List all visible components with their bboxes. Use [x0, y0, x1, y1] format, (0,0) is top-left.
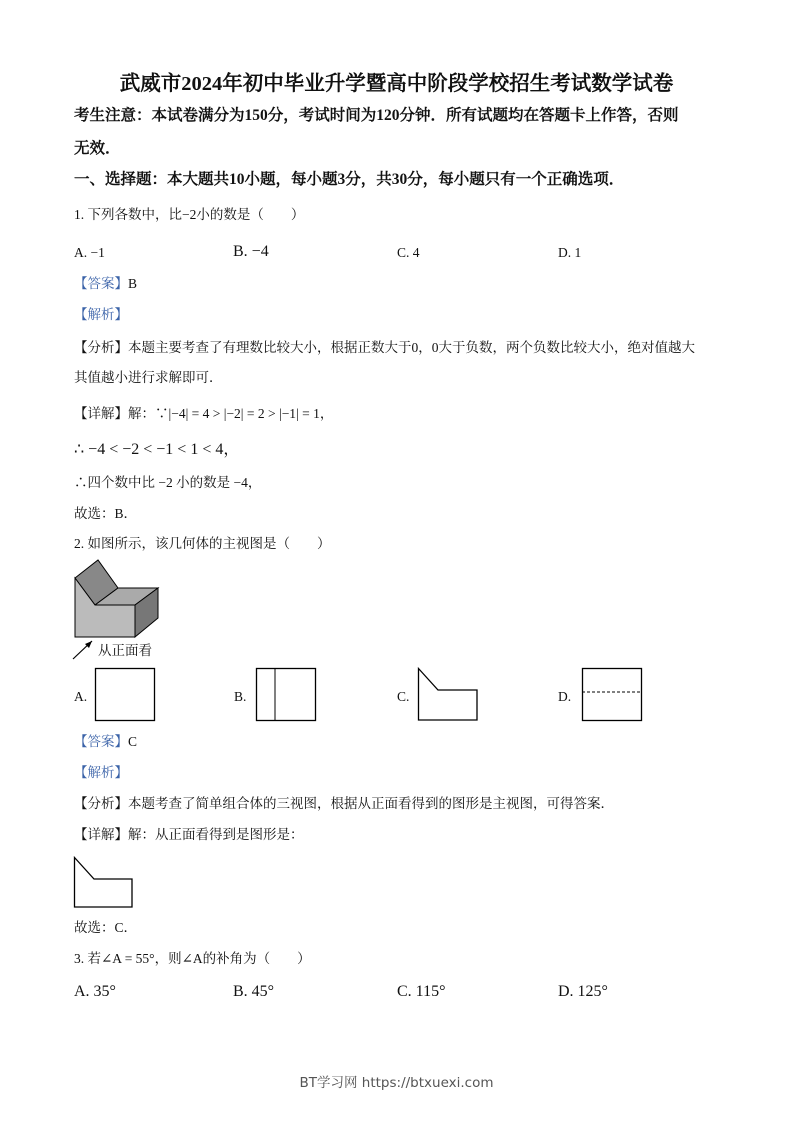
q2-option-c-label: C. [397, 689, 410, 704]
fenxi-text: 本题主要考查了有理数比较大小，根据正数大于0，0大于负数，两个负数比较大小，绝对值越大 [128, 340, 695, 355]
q1-analysis-tag: 【解析】 [74, 307, 128, 322]
q1-xiangjie [74, 405, 333, 423]
q2-conclusion: 故选：C． [74, 920, 138, 935]
q2-stem: 2. 如图所示，该几何体的主视图是（ ） [74, 536, 331, 551]
q2-fenxi [74, 795, 614, 813]
footer-watermark: BT学习网 https://btxuexi.com [299, 1075, 494, 1091]
arrow-icon [73, 641, 92, 659]
answer-value: B [128, 276, 138, 291]
q3-stem: 3. 若∠A = 55°，则∠A的补角为（ ） [74, 951, 311, 966]
q2-option-d-figure [582, 668, 642, 721]
q1-step-2: ∴四个数中比 −2 小的数是 −4， [74, 475, 262, 490]
q1-answer [74, 275, 137, 293]
q1-fenxi-cont: 其值越小进行求解即可． [74, 370, 223, 385]
xiangjie-tag: 【详解】 [74, 827, 128, 842]
section-heading: 一、选择题：本大题共10小题，每小题3分，共30分，每小题只有一个正确选项． [74, 171, 625, 188]
xiangjie-text: 解：∵|−4| = 4 > |−2| = 2 > |−1| = 1， [128, 406, 334, 421]
fenxi-tag: 【分析】 [74, 340, 128, 355]
answer-value: C [128, 734, 138, 749]
q1-option-d: D. 1 [558, 245, 582, 260]
xiangjie-text: 解：从正面看得到是图形是： [128, 827, 304, 842]
q3-option-b: B. 45° [233, 983, 275, 1000]
fenxi-tag: 【分析】 [74, 796, 128, 811]
q1-option-a: A. −1 [74, 245, 105, 260]
q2-option-b-label: B. [234, 689, 247, 704]
q1-option-c: C. 4 [397, 245, 420, 260]
q2-option-d-label: D. [558, 689, 572, 704]
q2-option-b-figure [256, 668, 316, 721]
figure-caption: 从正面看 [98, 643, 152, 658]
solution-figure [74, 857, 134, 908]
q3-option-c: C. 115° [397, 983, 446, 1000]
answer-tag: 【答案】 [74, 734, 128, 749]
q1-stem: 1. 下列各数中，比−2小的数是（ ） [74, 207, 305, 222]
notice-line-2: 无效． [74, 140, 121, 157]
q2-option-c-figure [418, 668, 478, 721]
fenxi-text: 本题考查了简单组合体的三视图，根据从正面看得到的图形是主视图，可得答案． [128, 796, 614, 811]
q1-step-1: ∴ −4 < −2 < −1 < 1 < 4， [74, 441, 240, 458]
q3-option-d: D. 125° [558, 983, 608, 1000]
q3-option-a: A. 35° [74, 983, 116, 1000]
exam-title: 武威市2024年初中毕业升学暨高中阶段学校招生考试数学试卷 [119, 73, 674, 95]
answer-tag: 【答案】 [74, 276, 128, 291]
q1-fenxi [74, 339, 695, 357]
q2-answer [74, 733, 137, 751]
q1-option-b: B. −4 [233, 243, 269, 260]
q2-option-a-label: A. [74, 689, 88, 704]
xiangjie-tag: 【详解】 [74, 406, 128, 421]
q2-analysis-tag: 【解析】 [74, 765, 128, 780]
notice-line-1: 考生注意：本试卷满分为150分，考试时间为120分钟．所有试题均在答题卡上作答，否则 [74, 107, 679, 124]
q2-option-a-figure [95, 668, 155, 721]
q2-xiangjie [74, 826, 304, 844]
q1-step-3: 故选：B． [74, 506, 138, 521]
